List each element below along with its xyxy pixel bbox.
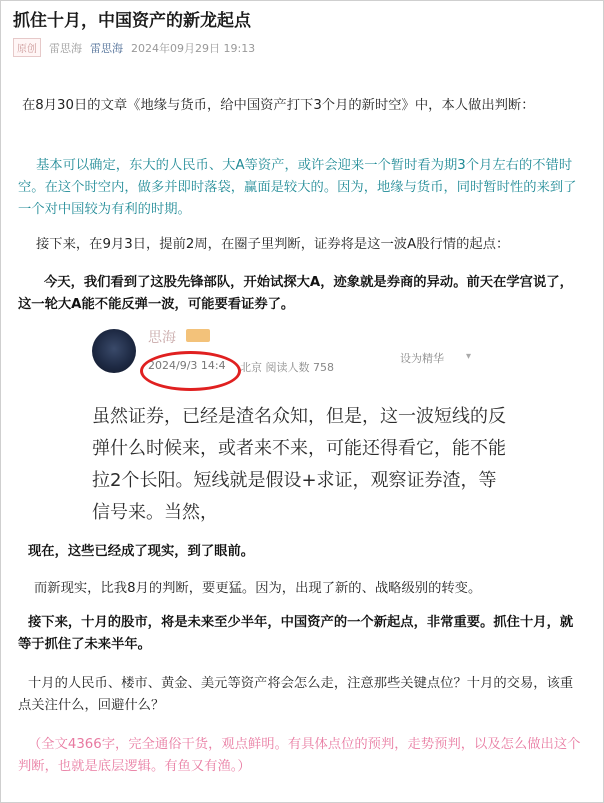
post-author-name: 思海 (148, 330, 176, 346)
post-date: 2024/9/3 14:4 (148, 359, 226, 372)
paragraph-5: 现在，这些已经成了现实，到了眼前。 (28, 544, 255, 559)
chevron-down-icon[interactable]: ▾ (466, 351, 472, 362)
publish-date: 2024年09月29日 19:13 (131, 41, 256, 55)
quoted-post-screenshot (78, 319, 524, 531)
highlight-circle (140, 351, 241, 391)
paragraph-9-summary: （全文4366字，完全通俗干货，观点鲜明。有具体点位的预判，走势预判，以及怎么做出这个判断，也就是底层逻辑。有鱼又有渔。） (18, 737, 581, 774)
post-text: 虽然证券，已经是渣名众知，但是，这一波短线的反弹什么时候来，或者来不来，可能还得看它，能不能拉2个长阳。短线就是假设+求证，观察证券渣，等信号来。当然， (92, 406, 506, 523)
paragraph-8: 十月的人民币、楼市、黄金、美元等资产将会怎么走，注意那些关键点位？十月的交易，该重点关注什么，回避什么？ (18, 676, 574, 713)
avatar (92, 329, 136, 373)
paragraph-7: 接下来，十月的股市，将是未来至少半年，中国资产的一个新起点，非常重要。抓住十月，就等于抓住了未来半年。 (18, 615, 574, 652)
account-name[interactable]: 雷思海 (90, 41, 123, 55)
member-badge (186, 329, 210, 342)
paragraph-4-quote: 今天，我们看到了这股先锋部队，开始试探大A，迹象就是券商的异动。前天在学宫说了，这一轮大A能不能反弹一波，可能要看证券了。 (18, 275, 573, 312)
article-meta (13, 38, 255, 57)
paragraph-1: 在8月30日的文章《地缘与货币，给中国资产打下3个月的新时空》中，本人做出判断： (22, 98, 535, 113)
paragraph-6: 而新现实，比我8月的判断，要更猛。因为，出现了新的、战略级别的转变。 (34, 581, 482, 596)
original-tag: 原创 (13, 38, 41, 57)
author-name[interactable]: 雷思海 (49, 41, 82, 55)
article-title: 抓住十月，中国资产的新龙起点 (13, 11, 251, 31)
set-featured-button[interactable]: 设为精华 (400, 352, 444, 365)
post-location-readcount: 北京 阅读人数 758 (240, 361, 334, 374)
paragraph-3: 接下来，在9月3日，提前2周，在圈子里判断，证券将是这一波A股行情的起点： (36, 237, 510, 252)
paragraph-2-quote: 基本可以确定，东大的人民币、大A等资产，或许会迎来一个暂时看为期3个月左右的不错时空。在这个时空内，做多并即时落袋，赢面是较大的。因为，地缘与货币，同时暂时性的来到了一个对中国较为有利的时期。 (18, 158, 577, 217)
